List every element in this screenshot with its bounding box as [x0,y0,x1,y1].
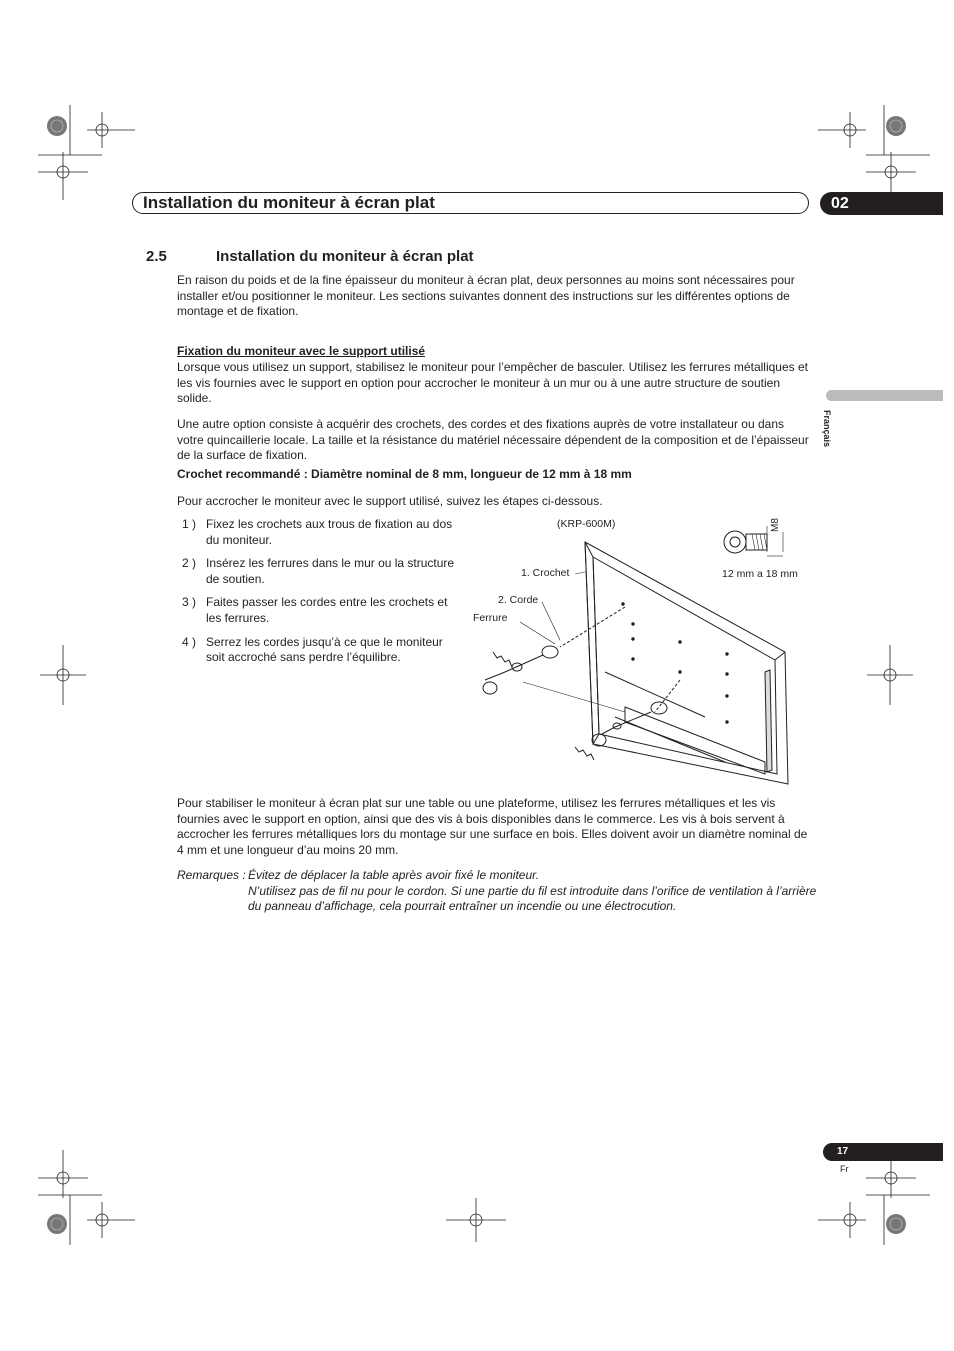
note-item: Évitez de déplacer la table après avoir fixé le moniteur. [248,868,540,882]
label-hook: 1. Crochet [521,567,570,579]
subsection-title: Fixation du moniteur avec le support utilisé [177,344,426,358]
intro-paragraph: En raison du poids et de la fine épaisseur du moniteur à écran plat, deux personnes au moins sont nécessaires pour installer et/ou positionner le moniteur. Les sections suivantes donnent des instructions sur les différentes options de montage et de fixation. [177,273,795,319]
table-mount-paragraph: Pour stabiliser le moniteur à écran plat sur une table ou une plateforme, utilisez les ferrures métalliques et les vis fournies avec le support en option, ainsi que des vis à bois disponibles dans le commerce. Les vis à bois servent à accrocher les ferrures métalliques lors du montage sur une surface en bois. Elles doivent avoir un diamètre nominal de 4 mm et une longueur d’au moins 20 mm. [177,796,808,857]
header-title: Installation du moniteur à écran plat [143,193,435,212]
label-rope: 2. Corde [498,594,539,606]
note-item: N’utilisez pas de fil nu pour le cordon. Si une partie du fil est introduite dans l’orifice de ventilation à l’arrière du panneau d’affichage, cela pourrait entraîner un incendie ou une électrocution. [248,883,817,914]
list-item: 4 ) Serrez les cordes jusqu’à ce que le moniteur soit accroché sans perdre l’équilibre. [182,634,443,665]
subsection-paragraph-2: Une autre option consiste à acquérir des crochets, des cordes et des fixations auprès de votre installateur ou dans votre quincaillerie locale. La taille et la résistance du matériel nécessaire dépendent de la composition et de l’épaisseur de la surface de fixation. [177,417,809,463]
list-item: 3 ) Faites passer les cordes entre les crochets et les ferrures. [182,595,448,625]
page-lang-code: Fr [840,1164,849,1174]
hook-recommendation: Crochet recommandé : Diamètre nominal de 8 mm, longueur de 12 mm à 18 mm [177,467,632,481]
label-bracket: Ferrure [473,612,508,624]
language-tab [826,390,943,401]
subsection-paragraph-3: Pour accrocher le moniteur avec le support utilisé, suivez les étapes ci-dessous. [177,494,603,508]
notes-label: Remarques : [177,868,246,882]
section-number: 2.5 [146,248,167,265]
list-item: 1 ) Fixez les crochets aux trous de fixation au dos du moniteur. [182,517,453,547]
language-label: Français [822,410,832,448]
subsection-paragraph-1: Lorsque vous utilisez un support, stabilisez le moniteur pour l’empêcher de basculer. Utilisez les ferrures métalliques et les vis fournies avec le support en option pour accrocher le moniteur à un mur ou à une autre structure de soutien solide. [177,360,808,406]
list-item: 2 ) Insérez les ferrures dans le mur ou la structure de soutien. [182,556,455,586]
notes-block [177,868,817,915]
label-length: 12 mm a 18 mm [722,568,798,580]
mounting-illustration [465,512,810,790]
section-title [146,248,474,265]
label-thread: M8 [770,518,781,532]
steps-list [177,517,457,674]
section-title-text: Installation du moniteur à écran plat [216,248,474,265]
page-number: 17 [823,1143,943,1161]
figure-model: (KRP-600M) [557,518,616,530]
chapter-badge: 02 [820,192,943,215]
